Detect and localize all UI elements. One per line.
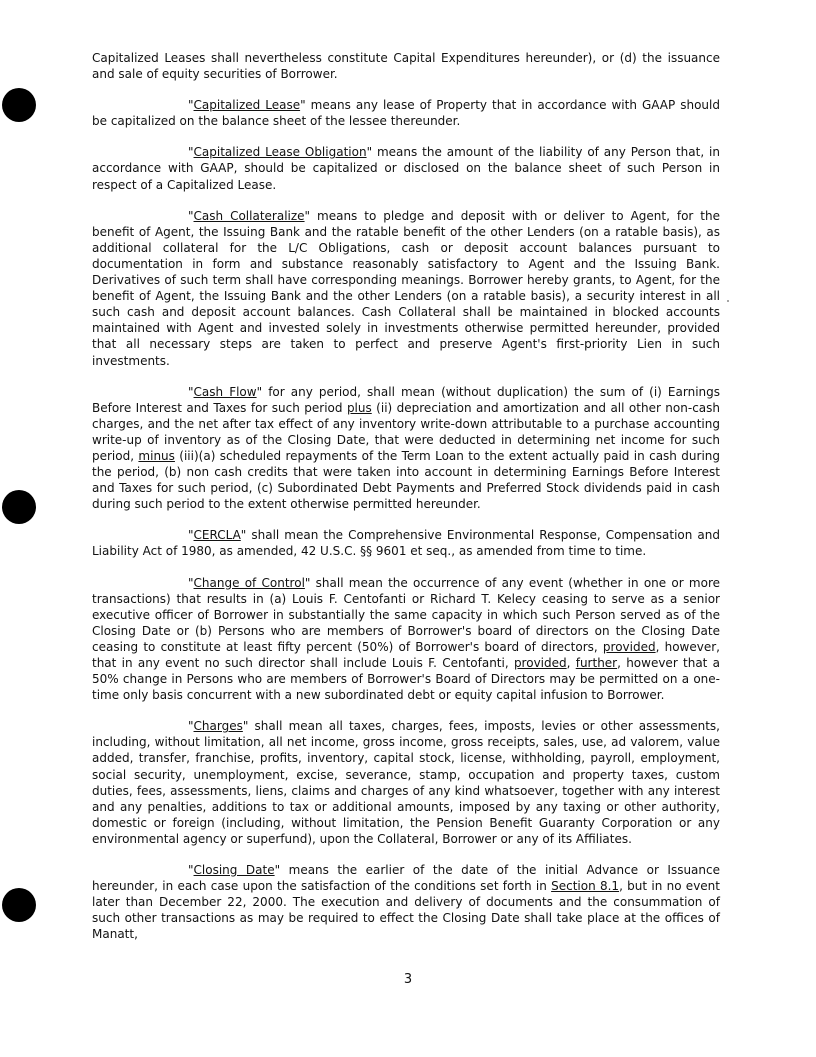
- defined-term: Change of Control: [193, 575, 305, 590]
- emphasis-further: further: [575, 656, 618, 670]
- binder-hole-middle: [2, 490, 36, 524]
- definition-closing-date: "Closing Date" means the earlier of the date of the initial Advance or Issuance hereunder, in each case upon the satisfaction of the conditions set forth in Section 8.1, but in no event later than December 22, 2000. The execution and delivery of documents and the consummation of such other transactions as may be required to effect the Closing Date shall take place at the offices of Manatt,: [92, 863, 720, 942]
- definition-charges: "Charges" shall mean all taxes, charges, fees, imposts, levies or other assessments, including, without limitation, all net income, gross income, gross receipts, sales, use, ad valorem, value added, transfer, franchise, profits, inventory, capital stock, license, withholding, payroll, employment, social security, unemployment, excise, severance, stamp, occupation and property taxes, custom duties, fees, assessments, liens, claims and charges of any kind whatsoever, together with any interest and any penalties, additions to tax or additional amounts, imposed by any taxing or other authority, domestic or foreign (including, without limitation, the Pension Benefit Guaranty Corporation or any environmental agency or superfund), upon the Collateral, Borrower or any of its Affiliates.: [92, 719, 720, 846]
- definition-capitalized-lease: "Capitalized Lease" means any lease of Property that in accordance with GAAP should be capitalized on the balance sheet of the lessee thereunder.: [92, 98, 720, 129]
- defined-term: Capitalized Lease Obligation: [193, 145, 367, 160]
- definition-text: means to pledge and deposit with or deliver to Agent, for the benefit of Agent, the Issuing Bank and the ratable benefit of the other Lenders (on a ratable basis), as additional collateral for the L/C Obligations, cash or deposit account balances pursuant to documentation in form and substance reasonably satisfactory to Agent and the Issuing Bank. Derivatives of such term shall have corresponding meanings. Borrower hereby grants, to Agent, for the benefit of Agent, the Issuing Bank and the other Lenders (on a ratable basis), a security interest in all such cash and deposit account balances. Cash Collateral shall be maintained in blocked accounts maintained with Agent and invested solely in investments otherwise permitted hereunder, provided that all necessary steps are taken to perfect and preserve Agent's first-priority Lien in such investments.: [92, 208, 720, 368]
- definition-text: shall mean the occurrence of any event (whether in one or more transactions) that results in (a) Louis F. Centofanti or Richard T. Kelecy ceasing to serve as a senior executive officer of Borrower in substantially the same capacity in which such Person served as of the Closing Date or (b) Persons who are members of Borrower's board of directors on the Closing Date ceasing to constitute at least fifty percent (50%) of Borrower's board of directors,: [92, 575, 720, 654]
- definition-cash-collateralize: "Cash Collateralize" means to pledge and deposit with or deliver to Agent, for the benefit of Agent, the Issuing Bank and the ratable benefit of the other Lenders (on a ratable basis), as additional collateral for the L/C Obligations, cash or deposit account balances pursuant to documentation in form and substance reasonably satisfactory to Agent and the Issuing Bank. Derivatives of such term shall have corresponding meanings. Borrower hereby grants, to Agent, for the benefit of Agent, the Issuing Bank and the other Lenders (on a ratable basis), a security interest in all such cash and deposit account balances. Cash Collateral shall be maintained in blocked accounts maintained with Agent and invested solely in investments otherwise permitted hereunder, provided that all necessary steps are taken to perfect and preserve Agent's first-priority Lien in such investments.: [92, 208, 720, 368]
- emphasis-provided: provided: [513, 656, 567, 670]
- definition-text: for any period, shall mean (without duplication) the sum of (i) Earnings Before Interest and Taxes for such period: [92, 384, 721, 415]
- separator: ,: [566, 656, 576, 670]
- definition-text: means the earlier of the date of the initial Advance or Issuance hereunder, in each case upon the satisfaction of the conditions set forth in: [92, 863, 720, 894]
- definition-text: (ii) depreciation and amortization and all other non-cash charges, and the net after tax effect of any inventory write-down attributable to a purchase accounting write-up of inventory as of the Closing Date, that were deducted in determining net income for such period,: [92, 400, 721, 463]
- defined-term: Charges: [193, 719, 243, 734]
- definition-text: means any lease of Property that in accordance with GAAP should be capitalized on the balance sheet of the lessee thereunder.: [92, 98, 720, 129]
- emphasis-minus: minus: [138, 448, 175, 463]
- section-reference-link[interactable]: Section 8.1: [551, 879, 620, 894]
- scan-speck: [727, 300, 729, 302]
- definition-text: shall mean the Comprehensive Environmental Response, Compensation and Liability Act of 1980, as amended, 42 U.S.C. §§ 9601 et seq., as amended from time to time.: [92, 528, 720, 559]
- binder-hole-top: [2, 88, 36, 122]
- definition-text: (iii)(a) scheduled repayments of the Term Loan to the extent actually paid in cash during the period, (b) non cash credits that were taken into account in determining Earnings Before Interest and Taxes for such period, (c) Subordinated Debt Payments and Preferred Stock dividends paid in cash during such period to the extent otherwise permitted hereunder.: [92, 448, 720, 512]
- defined-term: Cash Collateralize: [193, 208, 305, 223]
- definition-text: shall mean all taxes, charges, fees, imposts, levies or other assessments, including, without limitation, all net income, gross income, gross receipts, sales, use, ad valorem, value added, transfer, franchise, profits, inventory, capital stock, license, withholding, payroll, employment, social security, unemployment, excise, severance, stamp, occupation and property taxes, custom duties, fees, assessments, liens, claims and charges of any kind whatsoever, together with any interest and any penalties, additions to tax or additional amounts, imposed by any taxing or other authority, domestic or foreign (including, without limitation, the Pension Benefit Guaranty Corporation or any environmental agency or superfund), upon the Collateral, Borrower or any of its Affiliates.: [92, 719, 720, 846]
- definition-text: , however that a 50% change in Persons who are members of Borrower's Board of Directors may be permitted on a one-time only basis concurrent with a new subordinated debt or equity capital infusion to Borrower.: [92, 656, 721, 703]
- defined-term: Closing Date: [193, 863, 275, 878]
- defined-term: Cash Flow: [193, 384, 257, 399]
- continuation-text: Capitalized Leases shall nevertheless constitute Capital Expenditures hereunder), or (d) the issuance and sale of equity securities of Borrower.: [92, 51, 720, 82]
- emphasis-provided: provided: [602, 639, 656, 654]
- defined-term: Capitalized Lease: [193, 98, 301, 113]
- page-number: 3: [403, 972, 413, 987]
- definition-cercla: "CERCLA" shall mean the Comprehensive Environmental Response, Compensation and Liability Act of 1980, as amended, 42 U.S.C. §§ 9601 et seq., as amended from time to time.: [92, 528, 720, 559]
- definition-cash-flow: "Cash Flow" for any period, shall mean (without duplication) the sum of (i) Earnings Before Interest and Taxes for such period plus (ii) depreciation and amortization and all other non-cash charges, and the net after tax effect of any inventory write-down attributable to a purchase accounting write-up of inventory as of the Closing Date, that were deducted in determining net income for such period, minus (iii)(a) scheduled repayments of the Term Loan to the extent actually paid in cash during the period, (b) non cash credits that were taken into account in determining Earnings Before Interest and Taxes for such period, (c) Subordinated Debt Payments and Preferred Stock dividends paid in cash during such period to the extent otherwise permitted hereunder.: [92, 384, 721, 512]
- definition-text: , but in no event later than December 22, 2000. The execution and delivery of documents and the consummation of such other transactions as may be required to effect the Closing Date shall take place at the offices of Manatt,: [92, 879, 720, 942]
- defined-term: CERCLA: [193, 528, 241, 543]
- document-body: [92, 50, 720, 958]
- definition-text: , however, that in any event no such director shall include Louis F. Centofanti,: [92, 639, 720, 670]
- definition-text: means the amount of the liability of any Person that, in accordance with GAAP, should be capitalized or disclosed on the balance sheet of such Person in respect of a Capitalized Lease.: [92, 145, 720, 192]
- definition-capitalized-lease-obligation: "Capitalized Lease Obligation" means the amount of the liability of any Person that, in accordance with GAAP, should be capitalized or disclosed on the balance sheet of such Person in respect of a Capitalized Lease.: [92, 145, 720, 192]
- definition-change-of-control: "Change of Control" shall mean the occurrence of any event (whether in one or more transactions) that results in (a) Louis F. Centofanti or Richard T. Kelecy ceasing to serve as a senior executive officer of Borrower in substantially the same capacity in which such Person served as of the Closing Date or (b) Persons who are members of Borrower's board of directors on the Closing Date ceasing to constitute at least fifty percent (50%) of Borrower's board of directors, provided, however, that in any event no such director shall include Louis F. Centofanti, provided, further, however that a 50% change in Persons who are members of Borrower's Board of Directors may be permitted on a one-time only basis concurrent with a new subordinated debt or equity capital infusion to Borrower.: [92, 575, 721, 703]
- paragraph-continuation: [92, 50, 720, 82]
- emphasis-plus: plus: [346, 400, 372, 415]
- binder-hole-bottom: [2, 888, 36, 922]
